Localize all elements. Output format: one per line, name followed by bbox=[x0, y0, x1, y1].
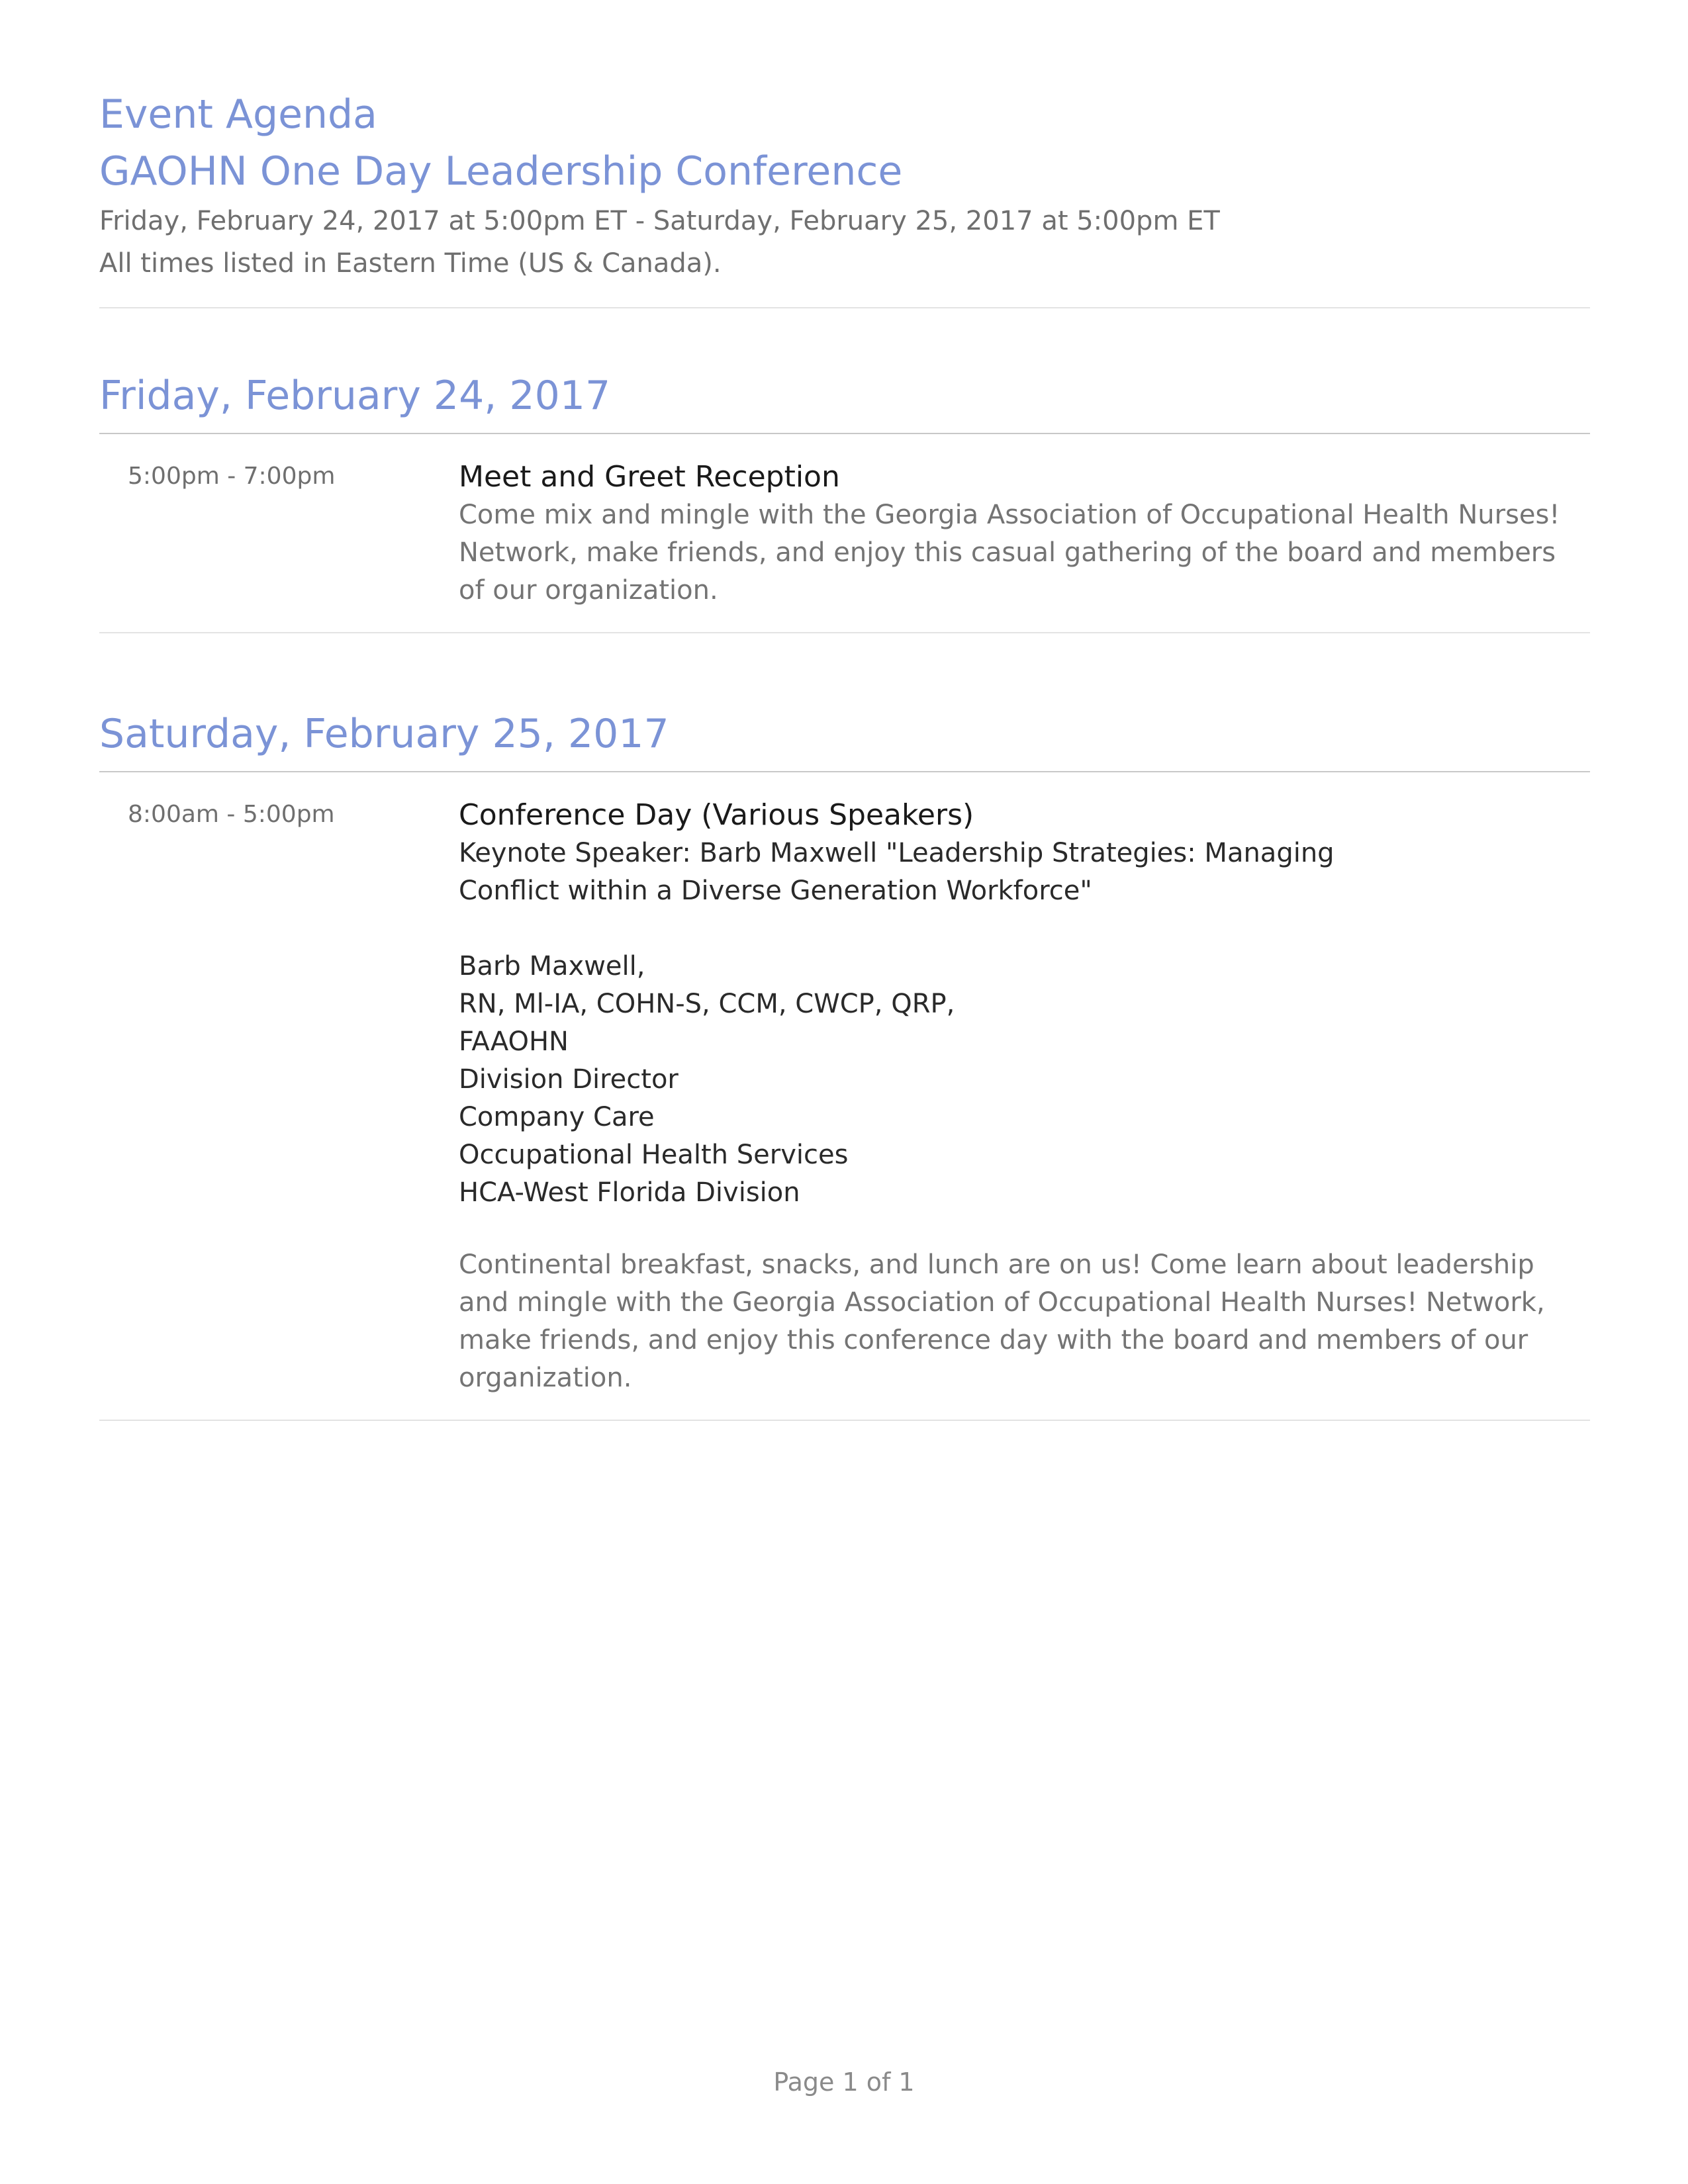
session-row bbox=[99, 434, 1590, 632]
keynote-line: Keynote Speaker: Barb Maxwell "Leadership Strategies: Managing bbox=[459, 838, 1335, 868]
session-row bbox=[99, 772, 1590, 1420]
session-divider bbox=[99, 632, 1590, 633]
speaker-name: Barb Maxwell, bbox=[459, 951, 645, 981]
day-section-saturday bbox=[99, 707, 1590, 1421]
page-number: Page 1 of 1 bbox=[773, 2068, 915, 2097]
header-divider bbox=[99, 307, 1590, 308]
speaker-role: Division Director bbox=[459, 1064, 679, 1095]
speaker-department: Occupational Health Services bbox=[459, 1140, 849, 1170]
session-time: 5:00pm - 7:00pm bbox=[128, 463, 336, 490]
session-title: Conference Day (Various Speakers) bbox=[459, 798, 974, 832]
agenda-header bbox=[99, 86, 1590, 307]
speaker-credentials: RN, Ml-IA, COHN-S, CCM, CWCP, QRP, bbox=[459, 989, 955, 1019]
spacer bbox=[459, 1212, 1564, 1246]
agenda-title: Event Agenda bbox=[99, 91, 377, 138]
session-time: 8:00am - 5:00pm bbox=[128, 801, 335, 828]
session-details bbox=[459, 796, 1590, 1397]
speaker-company: Company Care bbox=[459, 1102, 655, 1132]
event-date-range: Friday, February 24, 2017 at 5:00pm ET - Saturday, February 25, 2017 at 5:00pm ET bbox=[99, 206, 1220, 236]
event-name: GAOHN One Day Leadership Conference bbox=[99, 148, 903, 195]
day-heading: Friday, February 24, 2017 bbox=[99, 373, 611, 419]
speaker-division: HCA-West Florida Division bbox=[459, 1177, 800, 1208]
session-details bbox=[459, 458, 1590, 610]
speaker-credentials: FAAOHN bbox=[459, 1026, 569, 1057]
agenda-page bbox=[99, 86, 1590, 1421]
keynote-line: Conflict within a Diverse Generation Workforce" bbox=[459, 876, 1092, 906]
timezone-note: All times listed in Eastern Time (US & Canada). bbox=[99, 248, 722, 279]
day-section-friday bbox=[99, 369, 1590, 633]
session-title: Meet and Greet Reception bbox=[459, 460, 840, 494]
session-description: Continental breakfast, snacks, and lunch are on us! Come learn about leadership and mingle with the Georgia Association of Occupational Health Nurses! Network, make friends, and enjoy this conference day with the board and members of our organization. bbox=[459, 1250, 1545, 1393]
spacer bbox=[459, 910, 1564, 948]
session-description: Come mix and mingle with the Georgia Association of Occupational Health Nurses! Network, make friends, and enjoy this casual gathering of the board and members of our organization. bbox=[459, 500, 1560, 606]
session-divider bbox=[99, 1420, 1590, 1421]
day-heading: Saturday, February 25, 2017 bbox=[99, 711, 669, 757]
